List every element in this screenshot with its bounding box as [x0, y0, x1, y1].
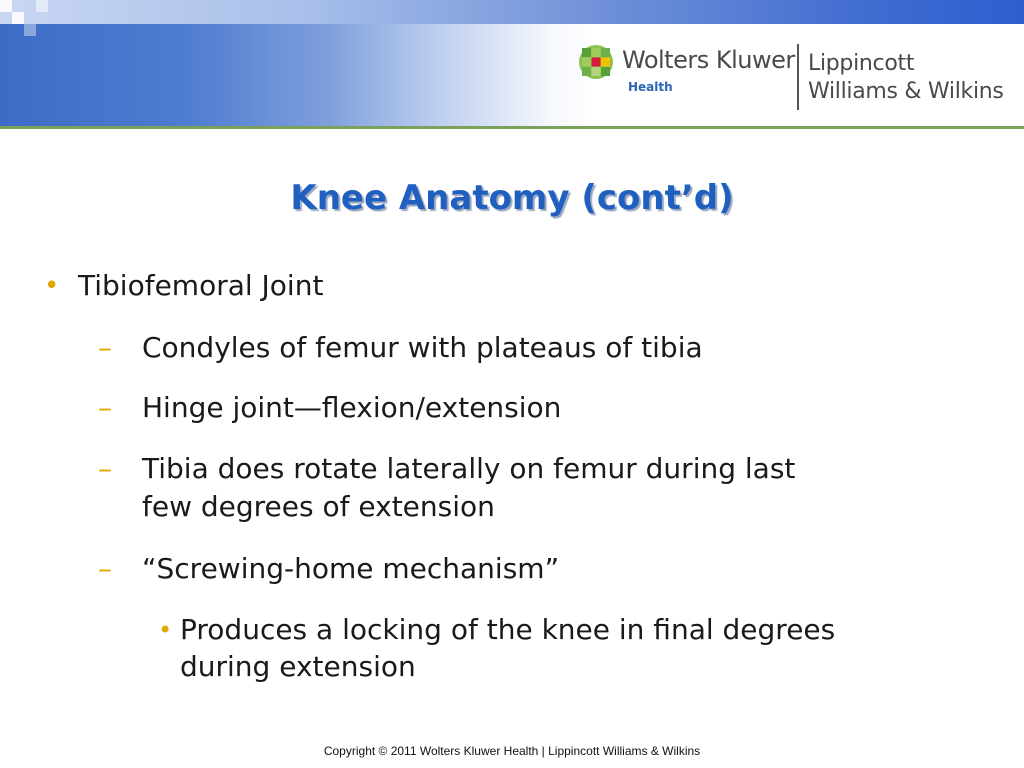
bullet-dot-icon: • — [44, 271, 60, 301]
bullet-dash-icon: – — [98, 552, 112, 585]
brand-name: Wolters Kluwer — [622, 46, 795, 74]
bullet-level1: Tibiofemoral Joint — [78, 269, 324, 302]
brand-subtitle: Health — [628, 80, 673, 94]
partner-line-2: Williams & Wilkins — [808, 79, 1004, 104]
bullet-dot-icon: • — [158, 616, 173, 644]
bullet-level2: Condyles of femur with plateaus of tibia — [142, 331, 703, 364]
bullet-level3-line2: during extension — [180, 650, 416, 683]
bullet-dash-icon: – — [98, 452, 112, 485]
bullet-dash-icon: – — [98, 391, 112, 424]
copyright-footer: Copyright © 2011 Wolters Kluwer Health | Lippincott Williams & Wilkins — [323, 744, 701, 758]
bullet-level2: Hinge joint—flexion/extension — [142, 391, 562, 424]
bullet-dash-icon: – — [98, 331, 112, 364]
bullet-level2-line2: few degrees of extension — [142, 490, 495, 523]
bullet-level2-line1: Tibia does rotate laterally on femur during last — [142, 452, 796, 485]
slide-title: Knee Anatomy (cont’d) — [290, 178, 734, 218]
partner-line-1: Lippincott — [808, 51, 915, 76]
bullet-level3-line1: Produces a locking of the knee in final degrees — [180, 613, 836, 646]
bullet-level2: “Screwing-home mechanism” — [142, 552, 560, 585]
